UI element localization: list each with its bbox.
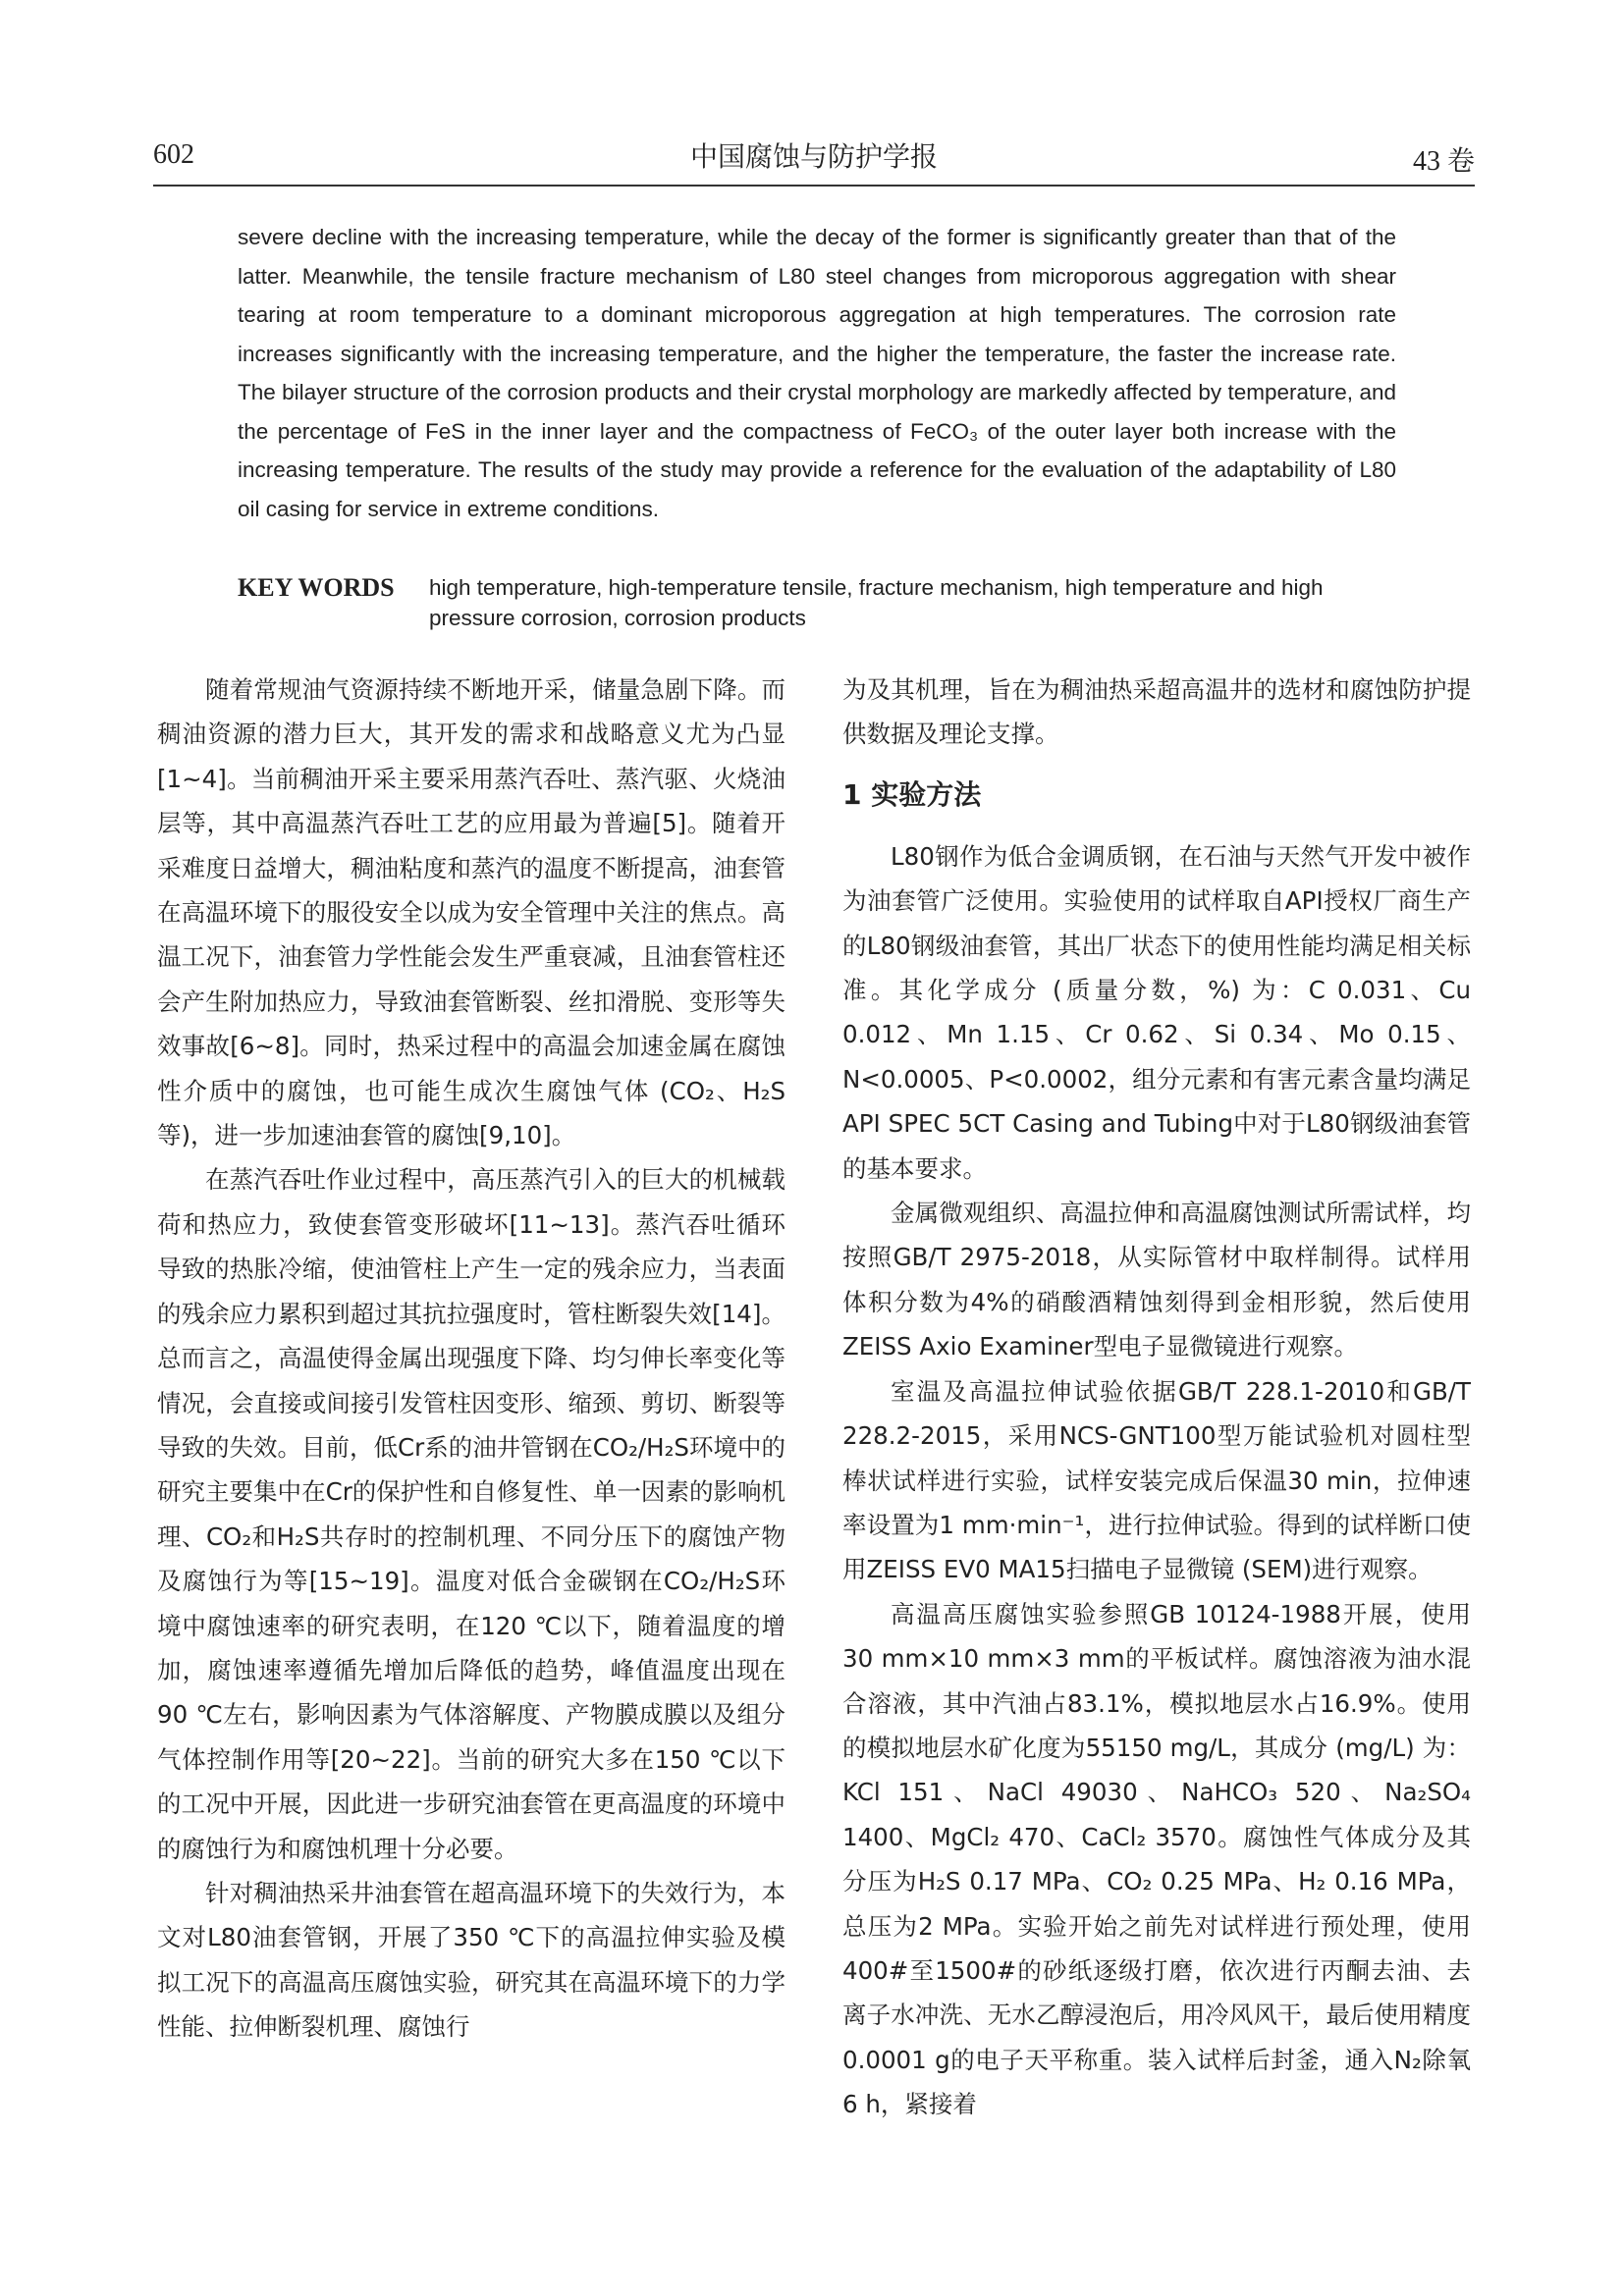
volume-label: 43 卷	[1412, 146, 1475, 177]
body-paragraph: L80钢作为低合金调质钢，在石油与天然气开发中被作为油套管广泛使用。实验使用的试样取自API授权厂商生产的L80钢级油套管，其出厂状态下的使用性能均满足相关标准。其化学成分 (质量分数，%) 为：C 0.031、Cu 0.012、Mn 1.15、Cr 0.62、Si 0.34、Mo 0.15、N<0.0005、P<0.0002，组分元素和有害元素含量均满足API SPEC 5CT Casing and Tubing中对于L80钢级油套管的基本要求。	[842, 841, 1471, 1183]
left-column	[157, 667, 785, 2050]
page-number: 602	[153, 139, 194, 170]
keywords-text: high temperature, high-temperature tensile, fracture mechanism, high temperature and high pressure corrosion, corrosion products	[429, 575, 1324, 630]
body-paragraph: 高温高压腐蚀实验参照GB 10124-1988开展，使用30 mm×10 mm×3 mm的平板试样。腐蚀溶液为油水混合溶液，其中汽油占83.1%，模拟地层水占16.9%。使用的模拟地层水矿化度为55150 mg/L，其成分 (mg/L) 为：KCl 151、NaCl 49030、NaHCO₃ 520、Na₂SO₄ 1400、MgCl₂ 470、CaCl₂ 3570。腐蚀性气体成分及其分压为H₂S 0.17 MPa、CO₂ 0.25 MPa、H₂ 0.16 MPa，总压为2 MPa。实验开始之前先对试样进行预处理，使用400#至1500#的砂纸逐级打磨，依次进行丙酮去油、去离子水冲洗、无水乙醇浸泡后，用冷风风干，最后使用精度0.0001 g的电子天平称重。装入试样后封釜，通入N₂除氧6 h，紧接着	[842, 1599, 1471, 2119]
right-column	[842, 667, 1471, 2127]
body-paragraph: 金属微观组织、高温拉伸和高温腐蚀测试所需试样，均按照GB/T 2975-2018，从实际管材中取样制得。试样用体积分数为4%的硝酸酒精蚀刻得到金相形貌，然后使用ZEISS Axio Examiner型电子显微镜进行观察。	[842, 1199, 1471, 1362]
keywords-block	[238, 572, 1396, 633]
abstract-text: severe decline with the increasing temperature, while the decay of the former is significantly greater than that of the latter. Meanwhile, the tensile fracture mechanism of L80 steel changes from microporous aggregation with shear tearing at room temperature to a dominant microporous aggregation at high temperatures. The corrosion rate increases significantly with the increasing temperature, and the higher the temperature, the faster the increase rate. The bilayer structure of the corrosion products and their crystal morphology are markedly affected by temperature, and the percentage of FeS in the inner layer and the compactness of FeCO₃ of the outer layer both increase with the increasing temperature. The results of the study may provide a reference for the evaluation of the adaptability of L80 oil casing for service in extreme conditions.	[238, 225, 1396, 521]
body-paragraph: 室温及高温拉伸试验依据GB/T 228.1-2010和GB/T 228.2-2015，采用NCS-GNT100型万能试验机对圆柱型棒状试样进行实验，试样安装完成后保温30 min，拉伸速率设置为1 mm·min⁻¹，进行拉伸试验。得到的试样断口使用ZEISS EV0 MA15扫描电子显微镜 (SEM)进行观察。	[842, 1376, 1471, 1584]
journal-title: 中国腐蚀与防护学报	[689, 140, 938, 173]
body-paragraph: 为及其机理，旨在为稠油热采超高温井的选材和腐蚀防护提供数据及理论支撑。	[842, 675, 1471, 749]
body-paragraph: 随着常规油气资源持续不断地开采，储量急剧下降。而稠油资源的潜力巨大，其开发的需求和战略意义尤为凸显[1~4]。当前稠油开采主要采用蒸汽吞吐、蒸汽驱、火烧油层等，其中高温蒸汽吞吐工艺的应用最为普遍[5]。随着开采难度日益增大，稠油粘度和蒸汽的温度不断提高，油套管在高温环境下的服役安全以成为安全管理中关注的焦点。高温工况下，油套管力学性能会发生严重衰减，且油套管柱还会产生附加热应力，导致油套管断裂、丝扣滑脱、变形等失效事故[6~8]。同时，热采过程中的高温会加速金属在腐蚀性介质中的腐蚀，也可能生成次生腐蚀气体 (CO₂、H₂S 等)，进一步加速油套管的腐蚀[9,10]。	[157, 675, 785, 1150]
keywords-label: KEY WORDS	[238, 573, 395, 602]
body-paragraph: 在蒸汽吞吐作业过程中，高压蒸汽引入的巨大的机械载荷和热应力，致使套管变形破坏[11~13]。蒸汽吞吐循环导致的热胀冷缩，使油管柱上产生一定的残余应力，当表面的残余应力累积到超过其抗拉强度时，管柱断裂失效[14]。总而言之，高温使得金属出现强度下降、均匀伸长率变化等情况，会直接或间接引发管柱因变形、缩颈、剪切、断裂等导致的失效。目前，低Cr系的油井管钢在CO₂/H₂S环境中的研究主要集中在Cr的保护性和自修复性、单一因素的影响机理、CO₂和H₂S共存时的控制机理、不同分压下的腐蚀产物及腐蚀行为等[15~19]。温度对低合金碳钢在CO₂/H₂S环境中腐蚀速率的研究表明，在120 ℃以下，随着温度的增加，腐蚀速率遵循先增加后降低的趋势，峰值温度出现在90 ℃左右，影响因素为气体溶解度、产物膜成膜以及组分气体控制作用等[20~22]。当前的研究大多在150 ℃以下的工况中开展，因此进一步研究油套管在更高温度的环境中的腐蚀行为和腐蚀机理十分必要。	[157, 1165, 785, 1863]
section-heading: 1 实验方法	[842, 777, 982, 811]
running-header	[153, 126, 1475, 187]
body-paragraph: 针对稠油热采井油套管在超高温环境下的失效行为，本文对L80油套管钢，开展了350 ℃下的高温拉伸实验及模拟工况下的高温高压腐蚀实验，研究其在高温环境下的力学性能、拉伸断裂机理、腐蚀行	[157, 1878, 785, 2042]
